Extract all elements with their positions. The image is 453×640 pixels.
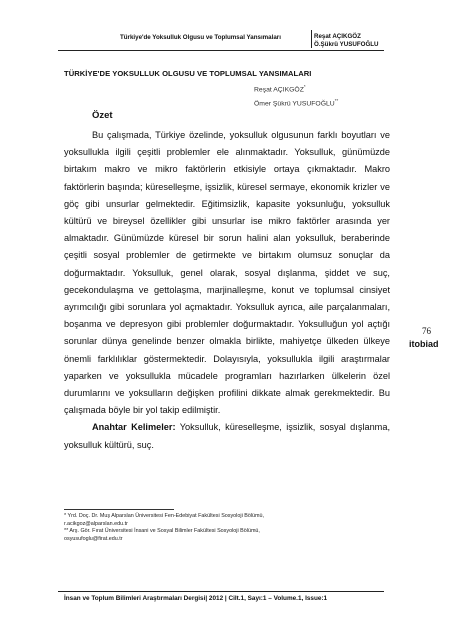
author-2-name: Ömer Şükrü YUSUFOĞLU (254, 100, 335, 108)
footnote-email-link[interactable]: osyusufoglu@firat.edu.tr (64, 535, 123, 542)
abstract-body (64, 127, 390, 454)
journal-footer: İnsan ve Toplum Bilimleri Araştırmaları Dergisi| 2012 | Cilt.1, Sayı:1 – Volume.1, Issue:1 (64, 595, 328, 602)
keywords-text: Yoksulluk, küreselleşme, işsizlik, sosyal dışlanma, yoksulluk kültürü, suç. (64, 422, 390, 450)
header-divider (311, 30, 312, 48)
header-rule (58, 50, 384, 51)
keywords-paragraph (64, 419, 390, 453)
footnote-rule (64, 509, 174, 510)
abstract-heading: Özet (92, 110, 113, 121)
footnote-email-link[interactable]: r.acikgoz@alparslan.edu.tr (64, 520, 128, 527)
author-1-mark: * (303, 84, 306, 89)
running-header-authors (314, 33, 379, 49)
footer-rule (58, 591, 384, 592)
header-author-2: Ö.Şükrü YUSUFOĞLU (314, 41, 379, 48)
author-2-mark: ** (334, 98, 339, 103)
header-author-1: Reşat AÇIKGÖZ (314, 33, 361, 40)
author-2 (254, 98, 338, 107)
journal-brand: itobiad (409, 339, 439, 349)
author-1 (254, 84, 306, 93)
footnotes (64, 513, 364, 543)
footnote-line: * Yrd. Doç. Dr. Muş Alparslan Üniversitesi Fen-Edebiyat Fakültesi Sosyoloji Bölümü, (64, 513, 265, 519)
abstract-paragraph: Bu çalışmada, Türkiye özelinde, yoksulluk olgusunun farklı boyutları ve yoksullukla ilgili çeşitli problemler ele alınmaktadır. Yoksulluk, günümüzde birtakım makro ve mikro faktörlerin etkisiyle ortaya çıkmaktadır. Makro faktörlerin başında; küreselleşme, işsizlik, küresel sermaye, ekonomik krizler ve göç gibi unsurlar gelmektedir. Eğitimsizlik, kapasite yoksunluğu, yoksulluk kültürü ve bireysel özellikler gibi unsurlar ise mikro faktörler arasında yer almaktadır. Günümüzde küresel bir sorun halini alan yoksulluk, beraberinde çeşitli sosyal problemler de getirmekte ve birtakım olumsuz sonuçlar da doğurmaktadır. Yoksulluk, genel olarak, sosyal dışlanma, şiddet ve suç, gecekondulaşma ve gettolaşma, marjinalleşme, konut ve toplumsal cinsiyet ayrımcılığı gibi sorunlara yol açmaktadır. Yoksulluk ayrıca, aile parçalanmaları, boşanma ve depresyon gibi problemler doğurmaktadır. Yoksulluğun yol açtığı sorunlar dünya genelinde benzer olmakla birlikte, mahiyetçe ülkeden ülkeye önemli farklılıklar göstermektedir. Dolayısıyla, yoksullukla ilgili araştırmalar yaparken ve yoksullukla mücadele programları hazırlarken ülkelerin özel durumlarını ve yoksulların değişken profilini dikkate almak gerekmektedir. Bu çalışmada böyle bir yol takip edilmiştir. (64, 130, 390, 416)
article-title: TÜRKİYE'DE YOKSULLUK OLGUSU VE TOPLUMSAL YANSIMALARI (64, 69, 312, 78)
keywords-label: Anahtar Kelimeler: (92, 422, 176, 433)
author-1-name: Reşat AÇIKGÖZ (254, 86, 304, 94)
page-number: 76 (422, 326, 431, 336)
running-header-title: Türkiye'de Yoksulluk Olgusu ve Toplumsal Yansımaları (120, 34, 281, 41)
footnote-line: ** Arş. Gör. Fırat Üniversitesi İnsani ve Sosyal Bilimler Fakültesi Sosyoloji Bölümü, (64, 528, 260, 535)
